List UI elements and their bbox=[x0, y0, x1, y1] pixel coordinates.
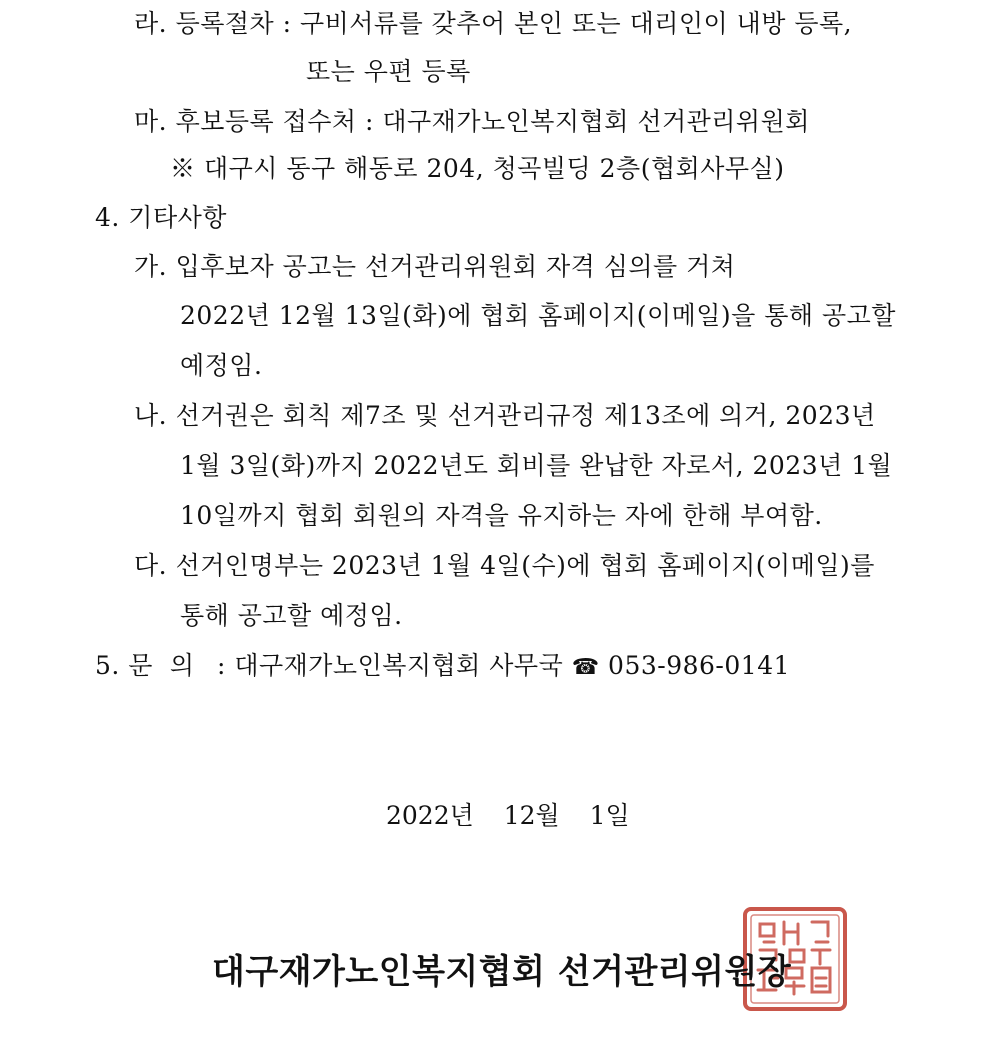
item-text: 후보등록 접수처 : 대구재가노인복지협회 선거관리위원회 bbox=[175, 107, 810, 136]
item-da-line2: 통해 공고할 예정임. bbox=[180, 601, 403, 630]
address-note: ※ 대구시 동구 해동로 204, 청곡빌딩 2층(협회사무실) bbox=[170, 154, 785, 183]
item-marker: 가. bbox=[134, 252, 168, 281]
item-marker: 마. bbox=[134, 107, 168, 136]
phone-number: 053-986-0141 bbox=[608, 651, 790, 680]
item-ga-line3: 예정임. bbox=[180, 351, 263, 380]
inquiry-line bbox=[95, 650, 790, 684]
item-na-line3: 10일까지 협회 회원의 자격을 유지하는 자에 한해 부여함. bbox=[180, 501, 823, 530]
item-text: 입후보자 공고는 선거관리위원회 자격 심의를 거쳐 bbox=[175, 252, 736, 281]
item-marker: 라. bbox=[134, 9, 168, 38]
item-da bbox=[134, 550, 875, 582]
date-month: 12월 bbox=[503, 801, 560, 830]
item-text: 선거인명부는 2023년 1월 4일(수)에 협회 홈페이지(이메일)를 bbox=[175, 551, 875, 580]
item-ma bbox=[134, 106, 810, 138]
date-day: 1일 bbox=[589, 801, 630, 830]
item-ra-continuation: 또는 우편 등록 bbox=[306, 57, 471, 86]
item-marker: 다. bbox=[134, 551, 168, 580]
signature-title: 대구재가노인복지협회 선거관리위원장 bbox=[212, 952, 792, 992]
document-date bbox=[386, 800, 630, 832]
inquiry-label: 5. 문 의 bbox=[95, 651, 195, 680]
item-marker: 나. bbox=[134, 401, 168, 430]
section-heading: 4. 기타사항 bbox=[95, 203, 227, 232]
item-na-line2: 1월 3일(화)까지 2022년도 회비를 완납한 자로서, 2023년 1월 bbox=[180, 451, 893, 480]
telephone-icon: ☎ bbox=[571, 655, 600, 680]
item-ga bbox=[134, 251, 735, 283]
date-year: 2022년 bbox=[386, 801, 474, 830]
item-na bbox=[134, 400, 876, 432]
item-ga-line2: 2022년 12월 13일(화)에 협회 홈페이지(이메일)을 통해 공고할 bbox=[180, 301, 896, 330]
item-ra bbox=[134, 8, 852, 40]
item-text: 선거권은 회칙 제7조 및 선거관리규정 제13조에 의거, 2023년 bbox=[175, 401, 876, 430]
item-text: 등록절차 : 구비서류를 갖추어 본인 또는 대리인이 내방 등록, bbox=[175, 9, 853, 38]
inquiry-text: : 대구재가노인복지협회 사무국 bbox=[216, 651, 564, 680]
